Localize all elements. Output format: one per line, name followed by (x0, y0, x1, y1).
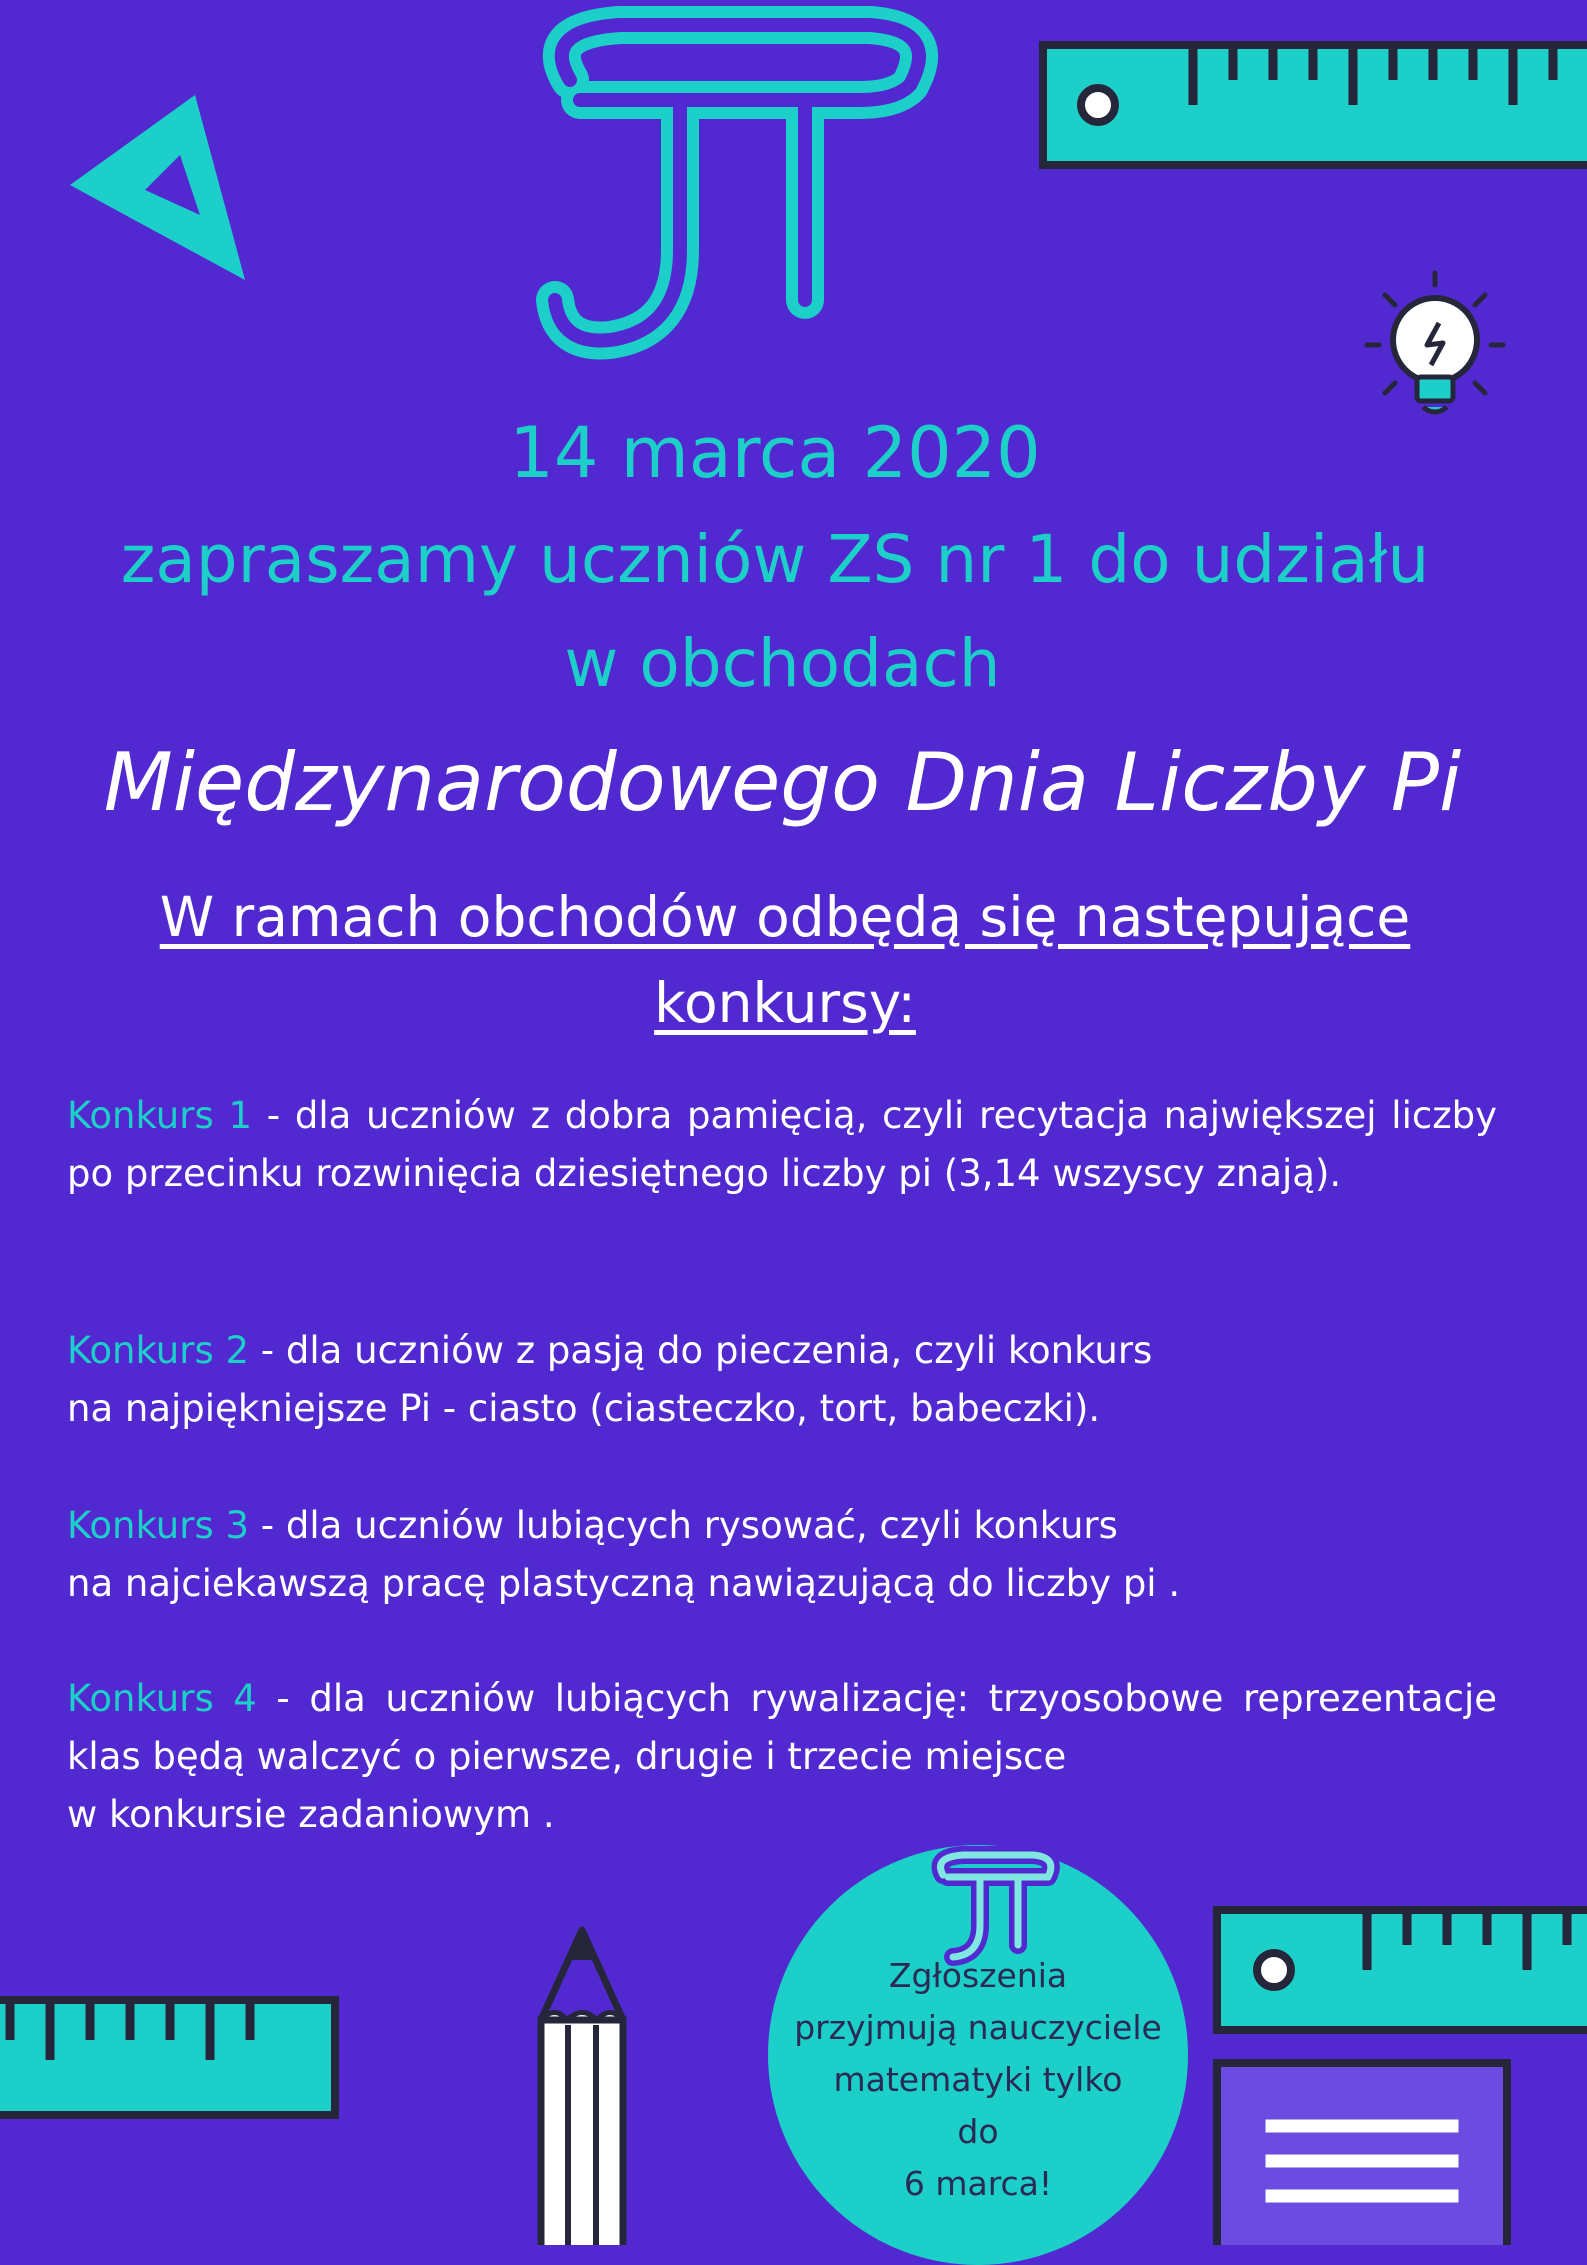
triangle-ruler-icon (60, 90, 260, 290)
contest-1-text: - dla uczniów z dobra pamięcią, czyli recytacja największej liczby po przecinku rozwinięcia dziesiętnego liczby pi (3,14 wszyscy znają). (67, 1094, 1497, 1195)
invitation-line-1: zapraszamy uczniów ZS nr 1 do udziału (120, 521, 1430, 598)
pencil-icon (535, 1925, 630, 2245)
notepad-icon (1212, 2058, 1512, 2245)
contest-3-text: - dla uczniów lubiących rysować, czyli konkurs (249, 1504, 1118, 1547)
pi-symbol-icon (500, 0, 960, 400)
ruler-icon (1212, 1905, 1587, 2035)
notice-line-3: matematyki tylko (833, 2060, 1123, 2099)
contest-2-text-line2: na najpiękniejsze Pi - ciasto (ciasteczko, tort, babeczki). (67, 1387, 1101, 1430)
contest-2-label: Konkurs 2 (67, 1329, 250, 1372)
contest-3-label: Konkurs 3 (67, 1504, 250, 1547)
contest-4-text-line2: w konkursie zadaniowym . (67, 1793, 555, 1836)
ruler-icon (1038, 40, 1587, 170)
event-date: 14 marca 2020 (509, 412, 1041, 494)
notice-line-2: przyjmują nauczyciele (794, 2008, 1162, 2047)
main-title: Międzynarodowego Dnia Liczby Pi (103, 736, 1462, 829)
contest-1-label: Konkurs 1 (67, 1094, 253, 1137)
contest-4-text: - dla uczniów lubiących rywalizację: trzyosobowe reprezentacje klas będą walczyć o pierwsze, drugie i trzecie miejsce (67, 1677, 1497, 1778)
notice-line-4: do (957, 2112, 999, 2151)
contest-3 (67, 1497, 1497, 1613)
contest-1 (67, 1087, 1497, 1203)
lightbulb-icon (1355, 265, 1515, 425)
ruler-icon (0, 1995, 345, 2125)
contest-2 (67, 1322, 1497, 1438)
contest-3-text-line2: na najciekawszą pracę plastyczną nawiązującą do liczby pi . (67, 1562, 1181, 1605)
contest-2-text: - dla uczniów z pasją do pieczenia, czyli konkurs (249, 1329, 1153, 1372)
notice-text (768, 1950, 1188, 2210)
contests-heading: W ramach obchodów odbędą się następujące konkursy: (159, 885, 1411, 1035)
contest-4-label: Konkurs 4 (67, 1677, 257, 1720)
notice-line-1: Zgłoszenia (888, 1956, 1068, 1995)
notice-line-5: 6 marca! (903, 2164, 1053, 2203)
contest-4 (67, 1670, 1497, 1844)
invitation-line-2: w obchodach (564, 625, 1001, 702)
